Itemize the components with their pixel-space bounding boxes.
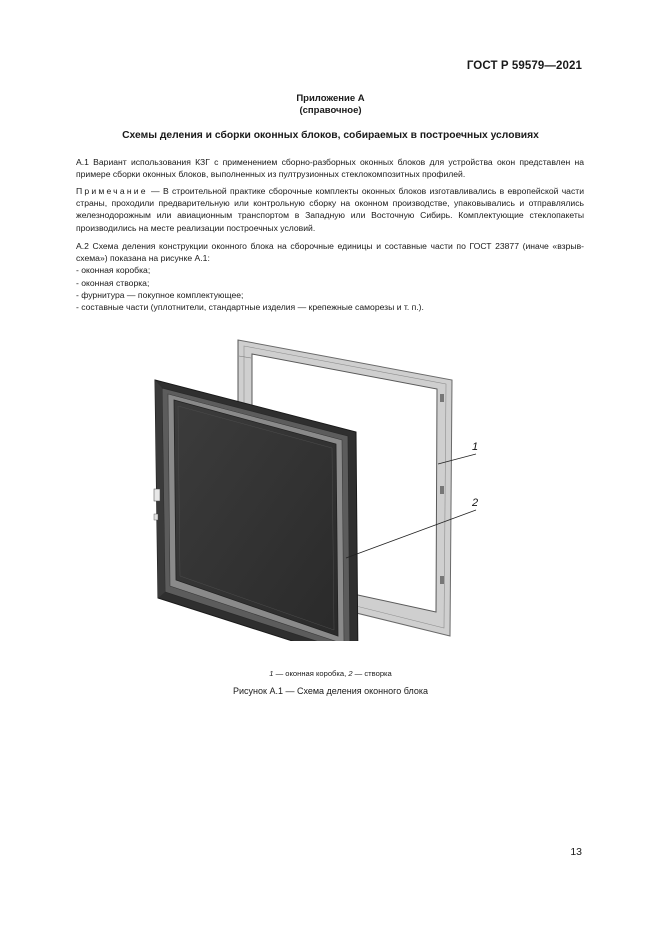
paragraph-a1 <box>76 156 584 180</box>
figure-legend <box>0 669 661 678</box>
list-item: - фурнитура — покупное комплектующее; <box>76 289 244 300</box>
note-content: — В строительной практике сборочные комплекты оконных блоков изготавливались в европейской части страны, проходили предварительную или контрольную сборку на оконном производстве, упаковывались и отправлялись железнодорожным или авиационным транспортом в Западную или Восточную Сибирь. Комплектующие стеклопакеты производились на месте реализации построечных условий. <box>76 186 584 233</box>
paragraph-a2-text: А.2 Схема деления конструкции оконного блока на сборочные единицы и составные части по ГОСТ 23877 (иначе «взрыв-схема») показана на рисунке А.1: <box>76 241 584 264</box>
appendix-title: Приложение А <box>296 93 365 104</box>
appendix-subtitle: (справочное) <box>299 105 362 116</box>
legend-1-text: — оконная коробка, <box>273 669 349 678</box>
list-item: - составные части (уплотнители, стандартные изделия — крепежные саморезы и т. п.). <box>76 302 424 313</box>
figure-caption: Рисунок А.1 — Схема деления оконного блока <box>233 686 428 696</box>
appendix-heading <box>0 93 661 117</box>
standard-header: ГОСТ Р 59579—2021 <box>466 60 582 72</box>
section-title: Схемы деления и сборки оконных блоков, собираемых в построечных условиях <box>122 130 539 141</box>
legend-1-number: 1 <box>269 669 274 678</box>
paragraph-a1-text <box>76 156 584 180</box>
legend-2-number: 2 <box>348 669 353 678</box>
list-item: - оконная створка; <box>76 277 150 288</box>
paragraph-a1-content: А.1 Вариант использования КЗГ с применением сборно-разборных оконных блоков для устройства окон представлен на примере сборки оконных блоков, выполненных из пултрузионных стеклокомпозитных профилей. <box>76 157 584 180</box>
note-text <box>76 185 584 234</box>
note-label: Примечание <box>76 186 148 196</box>
callout-2-label: 2 <box>472 497 479 509</box>
callout-1-label: 1 <box>472 441 479 453</box>
window-exploded-figure <box>140 336 500 641</box>
note-paragraph <box>76 185 584 234</box>
components-list <box>76 264 584 313</box>
list-item: - оконная коробка; <box>76 265 151 276</box>
page-number: 13 <box>570 846 582 858</box>
paragraph-a2 <box>76 240 584 313</box>
legend-2-text: — створка <box>352 669 392 678</box>
